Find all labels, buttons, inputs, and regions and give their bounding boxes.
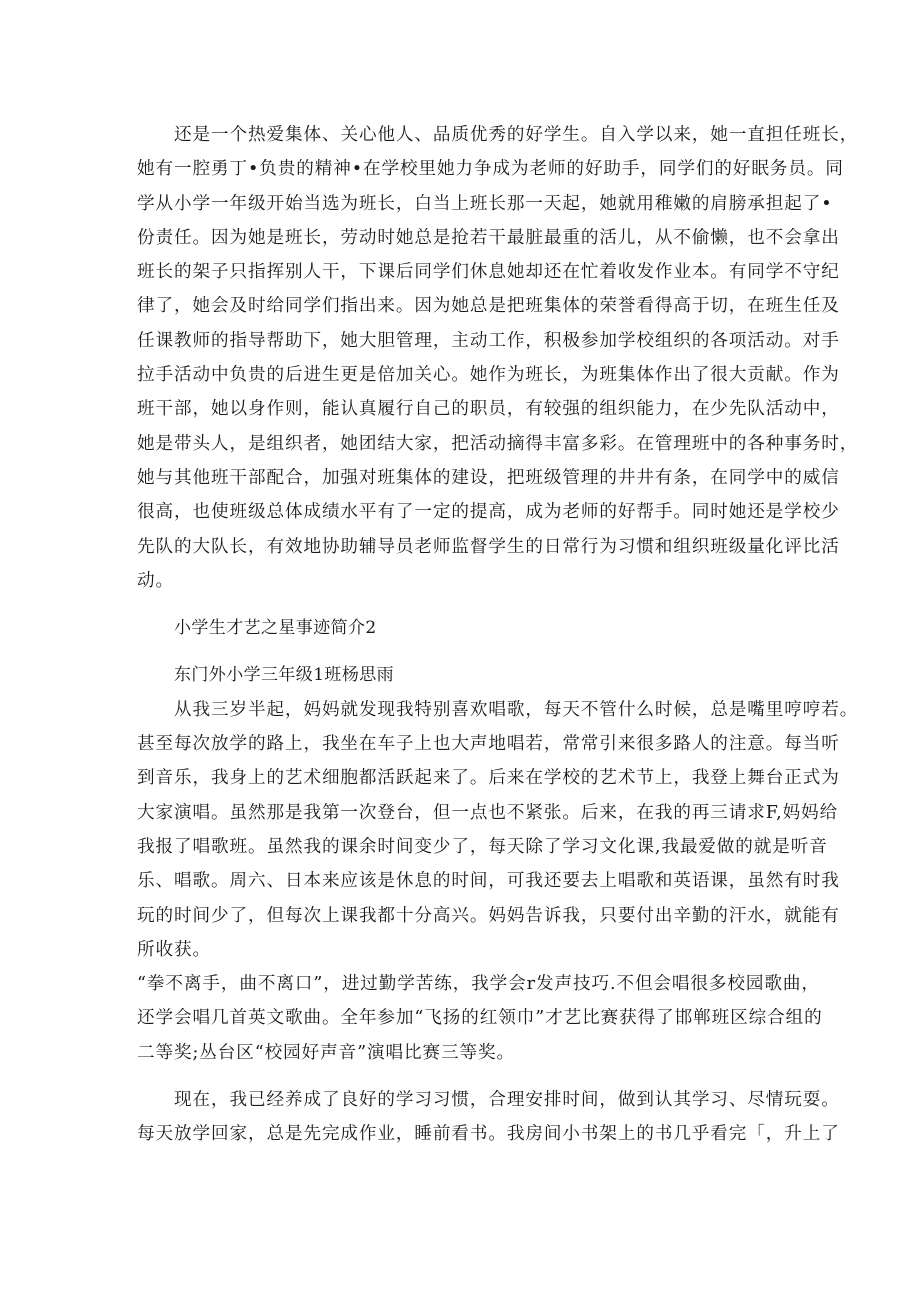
text-line: 学从小学一年级开始当选为班长，白当上班长那一天起，她就用稚嫩的肩膀承担起了•	[137, 193, 833, 214]
text-line: 大家演唱。虽然那是我第一次登台，但一点也不紧张。后来，在我的再三请求F,妈妈给	[137, 802, 839, 823]
author-line: 东门外小学三年级1班杨思雨	[174, 665, 395, 686]
text-line: 所收获。	[137, 939, 211, 960]
text-line: 从我三岁半起，妈妈就发现我特别喜欢唱歌，每天不管什么时候，总是嘴里哼哼若。	[174, 699, 859, 720]
paragraph-2	[137, 693, 859, 967]
document-page	[137, 118, 859, 1152]
text-line: 我报了唱歌班。虽然我的课余时间变少了，每天除了学习文化课,我最爱做的就是听音	[137, 836, 828, 857]
paragraph-3	[137, 967, 823, 1070]
text-line: 二等奖;丛台区“校园好声音”演唱比赛三等奖。	[137, 1042, 515, 1063]
text-line: 到音乐，我身上的艺术细胞都活跃起来了。后来在学校的艺术节上，我登上舞台正式为	[137, 768, 840, 789]
paragraph-1	[137, 118, 859, 598]
paragraph-4	[137, 1083, 840, 1152]
text-line: 现在，我已经养成了良好的学习习惯，合理安排时间，做到认其学习、尽情玩耍。	[174, 1090, 840, 1111]
text-line: 每天放学回家，总是先完成作业，睡前看书。我房间小书架上的书几乎看完「，升上了	[137, 1124, 840, 1145]
text-line: “拳不离手，曲不离口”，进过勤学苦练，我学会r发声技巧.不但会唱很多校园歌曲，	[137, 974, 820, 995]
text-line: 班干部，她以身作则，能认真履行自己的职员，有较强的组织能力，在少先队活动中，	[137, 399, 840, 420]
text-line: 班长的架子只指挥别人干，下课后同学们休息她却还在忙着收发作业本。有同学不守纪	[137, 262, 840, 283]
text-line: 甚至每次放学的路上，我坐在车子上也大声地唱若，常常引来很多路人的注意。每当听	[137, 734, 840, 755]
section-title: 小学生才艺之星事迹简介2	[174, 618, 377, 639]
text-line: 份责任。因为她是班长，劳动时她总是抢若干最脏最重的活儿，从不偷懒，也不会拿出	[137, 227, 840, 248]
text-line: 乐、唱歌。周六、日本来应该是休息的时间，可我还要去上唱歌和英语课，虽然有时我	[137, 871, 840, 892]
text-line: 动。	[137, 570, 174, 591]
text-line: 她有一腔勇丁•负贵的精神•在学校里她力争成为老师的好助手，同学们的好眠务员。同	[137, 159, 844, 180]
text-line: 玩的时间少了，但每次上课我都十分高兴。妈妈告诉我，只要付出辛勤的汗水，就能有	[137, 905, 840, 926]
text-line: 还是一个热爱集体、关心他人、品质优秀的好学生。自入学以来，她一直担任班长，	[174, 125, 859, 145]
spacer	[137, 598, 789, 611]
text-line: 律了，她会及时给同学们指出来。因为她总是把班集体的荣誉看得高于切，在班生任及	[137, 296, 840, 317]
text-line: 拉手活动中负贵的后进生更是倍加关心。她作为班长，为班集体作出了很大贡献。作为	[137, 365, 840, 386]
text-line: 她是带头人，是组织者，她团结大家，把活动摘得丰富多彩。在管理班中的各种事务时，	[137, 433, 859, 454]
text-line: 她与其他班干部配合，加强对班集体的建设，把班级管理的井井有条，在同学中的威信	[137, 467, 840, 488]
text-line: 先队的大队长，有效地协助辅导员老师监督学生的日常行为习惯和组织班级量化评比活	[137, 536, 840, 557]
spacer	[137, 645, 789, 658]
text-line: 任课教师的指导帮助下，她大胆管理，主动工作，积极参加学校组织的各项活动。对手	[137, 330, 840, 351]
text-line: 还学会唱几首英文歌曲。全年参加“飞扬的红领巾”才艺比赛获得了邯郸班区综合组的	[137, 1008, 823, 1029]
text-line: 很高，也使班级总体成绩水平有了一定的提高，成为老师的好帮手。同时她还是学校少	[137, 502, 840, 523]
spacer	[137, 1070, 789, 1083]
